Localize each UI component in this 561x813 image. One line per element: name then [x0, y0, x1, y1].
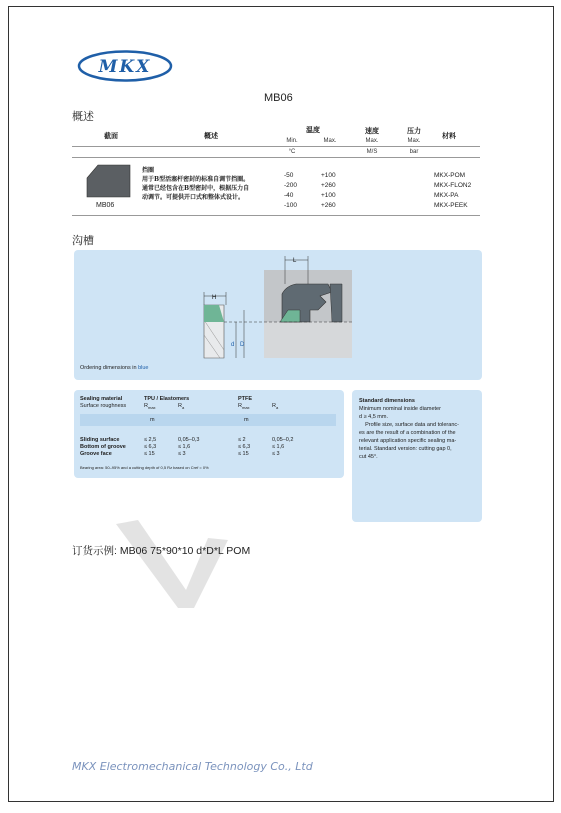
bearing-footnote: Bearing area: 50–95% and a cutting depth of 0,5 Rz based on Cref = 0% [80, 465, 209, 470]
col-material: 材料 [442, 133, 456, 140]
ptfe-rmax-head [238, 403, 250, 410]
value: 0,05–0,2 [272, 437, 294, 443]
col-surface-roughness: Surface roughness [80, 403, 127, 409]
col-sealing-material: Sealing material [80, 396, 123, 402]
ra-symbol: R [178, 403, 182, 409]
mkx-logo [77, 50, 173, 82]
material: MKX-POM [434, 172, 466, 179]
row-label: Sliding surface [80, 437, 120, 443]
row-label: Bottom of groove [80, 444, 126, 450]
row-label: Groove face [80, 451, 112, 457]
section-label: MB06 [96, 202, 115, 209]
dim-h-label: H [212, 295, 217, 301]
description [142, 166, 249, 202]
groove-drawing [74, 250, 482, 380]
unit-temp: °C [288, 149, 296, 155]
ptfe-ra-head [272, 403, 278, 410]
standard-line: d ≥ 4,5 mm. [359, 414, 388, 420]
value: ≤ 2,5 [144, 437, 157, 443]
order-example: 订货示例: MB06 75*90*10 d*D*L POM [72, 545, 251, 557]
temp-max: +100 [321, 192, 336, 199]
temp-max: +100 [321, 172, 336, 179]
col-tpu: TPU / Elastomers [144, 396, 190, 402]
tpu-ra-head [178, 403, 184, 410]
temp-min: -100 [284, 202, 298, 209]
roughness-labels [80, 437, 126, 458]
standard-line: Profile size, surface data and toleranc- [359, 422, 459, 428]
overview-heading: 概述 [72, 111, 94, 123]
ordering-note-text: Ordering dimensions in [80, 365, 139, 371]
temp-min-label: Min. [286, 138, 298, 144]
standard-line: terial. Standard version: cutting gap 0, [359, 446, 452, 452]
material: MKX-PEEK [434, 202, 468, 209]
standard-text [359, 397, 479, 461]
col-ptfe: PTFE [238, 396, 253, 402]
dim-d-label: d [231, 342, 235, 348]
ptfe-ra-values [272, 437, 293, 458]
description-line: 通常已经包含在B型密封中，根据压力自 [142, 185, 250, 192]
ordering-note [80, 365, 149, 371]
temp-min: -200 [284, 182, 298, 189]
rmax-symbol: R [238, 403, 242, 409]
speed-max-label: Max. [365, 138, 379, 144]
standard-line: relevant application specific sealing ma- [359, 438, 457, 444]
ordering-note-blue: blue [138, 365, 149, 371]
temp-min: -40 [284, 192, 294, 199]
standard-line: Minimum nominal inside diameter [359, 406, 441, 412]
value: ≤ 15 [144, 451, 155, 457]
col-speed: 速度 [365, 128, 379, 135]
value: ≤ 15 [238, 451, 249, 457]
divider [72, 215, 480, 216]
ra-symbol: R [272, 403, 276, 409]
temp-min: -50 [284, 172, 294, 179]
company-footer: MKX Electromechanical Technology Co., Ltd [72, 760, 313, 773]
col-pressure: 压力 [407, 128, 421, 135]
divider [72, 157, 480, 158]
model-title: MB06 [264, 92, 293, 104]
profile-cross-section [86, 164, 132, 198]
tpu-rmax-values [144, 437, 156, 458]
watermark-shape [116, 520, 256, 610]
unit-speed: M/S [366, 149, 378, 155]
temp-max: +260 [321, 202, 336, 209]
tpu-rmax-head [144, 403, 156, 410]
rmax-symbol: R [144, 403, 148, 409]
temp-max: +260 [321, 182, 336, 189]
value: ≤ 6,3 [144, 444, 157, 450]
rmax-subscript: max [241, 405, 250, 411]
unit-tpu: m [150, 417, 155, 423]
material-values [434, 171, 471, 211]
ptfe-rmax-values [238, 437, 250, 458]
col-temperature: 温度 [306, 127, 320, 134]
description-line: 用于B型活塞杆密封的标准自调节挡圈。 [142, 176, 250, 183]
value: ≤ 1,6 [272, 444, 285, 450]
standard-title: Standard dimensions [359, 398, 415, 404]
logo-text: MKX [98, 57, 152, 77]
ra-subscript: a [181, 405, 185, 411]
divider [72, 146, 480, 147]
description-title: 挡圈 [142, 167, 155, 174]
pressure-max-label: Max. [407, 138, 421, 144]
col-section: 截面 [104, 133, 118, 140]
value: 0,05–0,3 [178, 437, 200, 443]
dim-l-label: L [293, 258, 297, 264]
standard-line: es are the result of a combination of the [359, 430, 456, 436]
unit-ptfe: m [244, 417, 249, 423]
groove-heading: 沟槽 [72, 235, 94, 247]
temp-max-label: Max. [323, 138, 337, 144]
unit-pressure: bar [409, 149, 419, 155]
temp-min-values [284, 171, 297, 211]
temp-max-values [321, 171, 336, 211]
value: ≤ 3 [272, 451, 280, 457]
material: MKX-PA [434, 192, 459, 199]
standard-line: cut 45°. [359, 454, 378, 460]
material: MKX-FLON2 [434, 182, 472, 189]
value: ≤ 6,3 [238, 444, 251, 450]
col-description: 概述 [204, 133, 218, 140]
ra-subscript: a [275, 405, 279, 411]
dim-D-label: D [240, 342, 245, 348]
value: ≤ 3 [178, 451, 186, 457]
tpu-ra-values [178, 437, 199, 458]
value: ≤ 2 [238, 437, 246, 443]
unit-band [80, 414, 336, 426]
description-line: 动调节。可提供开口式和整体式设计。 [142, 194, 245, 201]
rmax-subscript: max [147, 405, 156, 411]
value: ≤ 1,6 [178, 444, 191, 450]
